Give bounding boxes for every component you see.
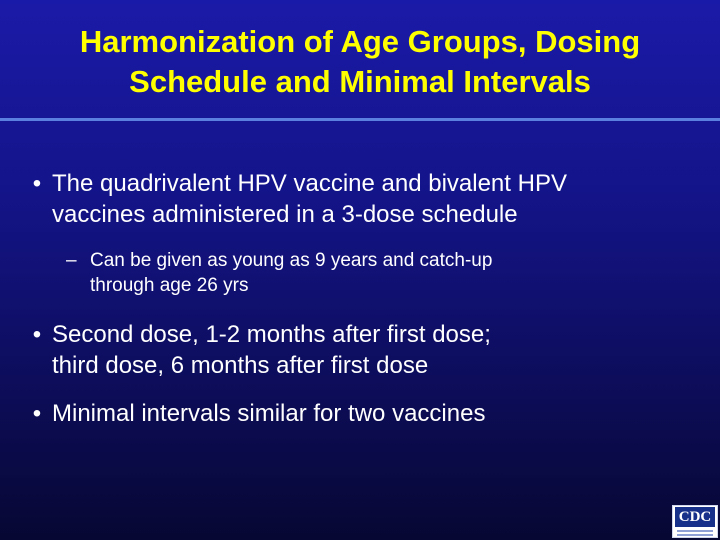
sub-bullet-mark: – <box>66 250 77 271</box>
sub-bullet-item-1 <box>66 248 492 298</box>
bullet-3-line-1: Minimal intervals similar for two vaccines <box>52 400 486 427</box>
bullet-2-line-2: third dose, 6 months after first dose <box>52 352 429 379</box>
bullet-item-1 <box>22 168 567 230</box>
cdc-logo-tagline-mark <box>677 530 713 532</box>
slide-title-line-2: Schedule and Minimal Intervals <box>129 64 591 99</box>
slide-title-line-1: Harmonization of Age Groups, Dosing <box>79 24 641 59</box>
bullet-mark: • <box>32 400 42 427</box>
cdc-logo <box>672 505 718 538</box>
bullet-2-line-1: Second dose, 1-2 months after first dose; <box>52 321 491 348</box>
sub-bullet-1-line-1: Can be given as young as 9 years and catch-up <box>90 250 493 271</box>
bullet-1-line-2: vaccines administered in a 3-dose schedule <box>52 201 518 228</box>
bullet-mark: • <box>32 170 42 197</box>
cdc-logo-text: CDC <box>675 507 715 527</box>
bullet-mark: • <box>32 321 42 348</box>
bullet-1-line-1: The quadrivalent HPV vaccine and bivalent HPV <box>52 170 567 197</box>
sub-bullet-1-line-2: through age 26 yrs <box>90 275 249 296</box>
bullet-item-2 <box>22 319 491 381</box>
bullet-item-3 <box>22 398 485 429</box>
cdc-logo-tagline-mark <box>677 534 713 536</box>
